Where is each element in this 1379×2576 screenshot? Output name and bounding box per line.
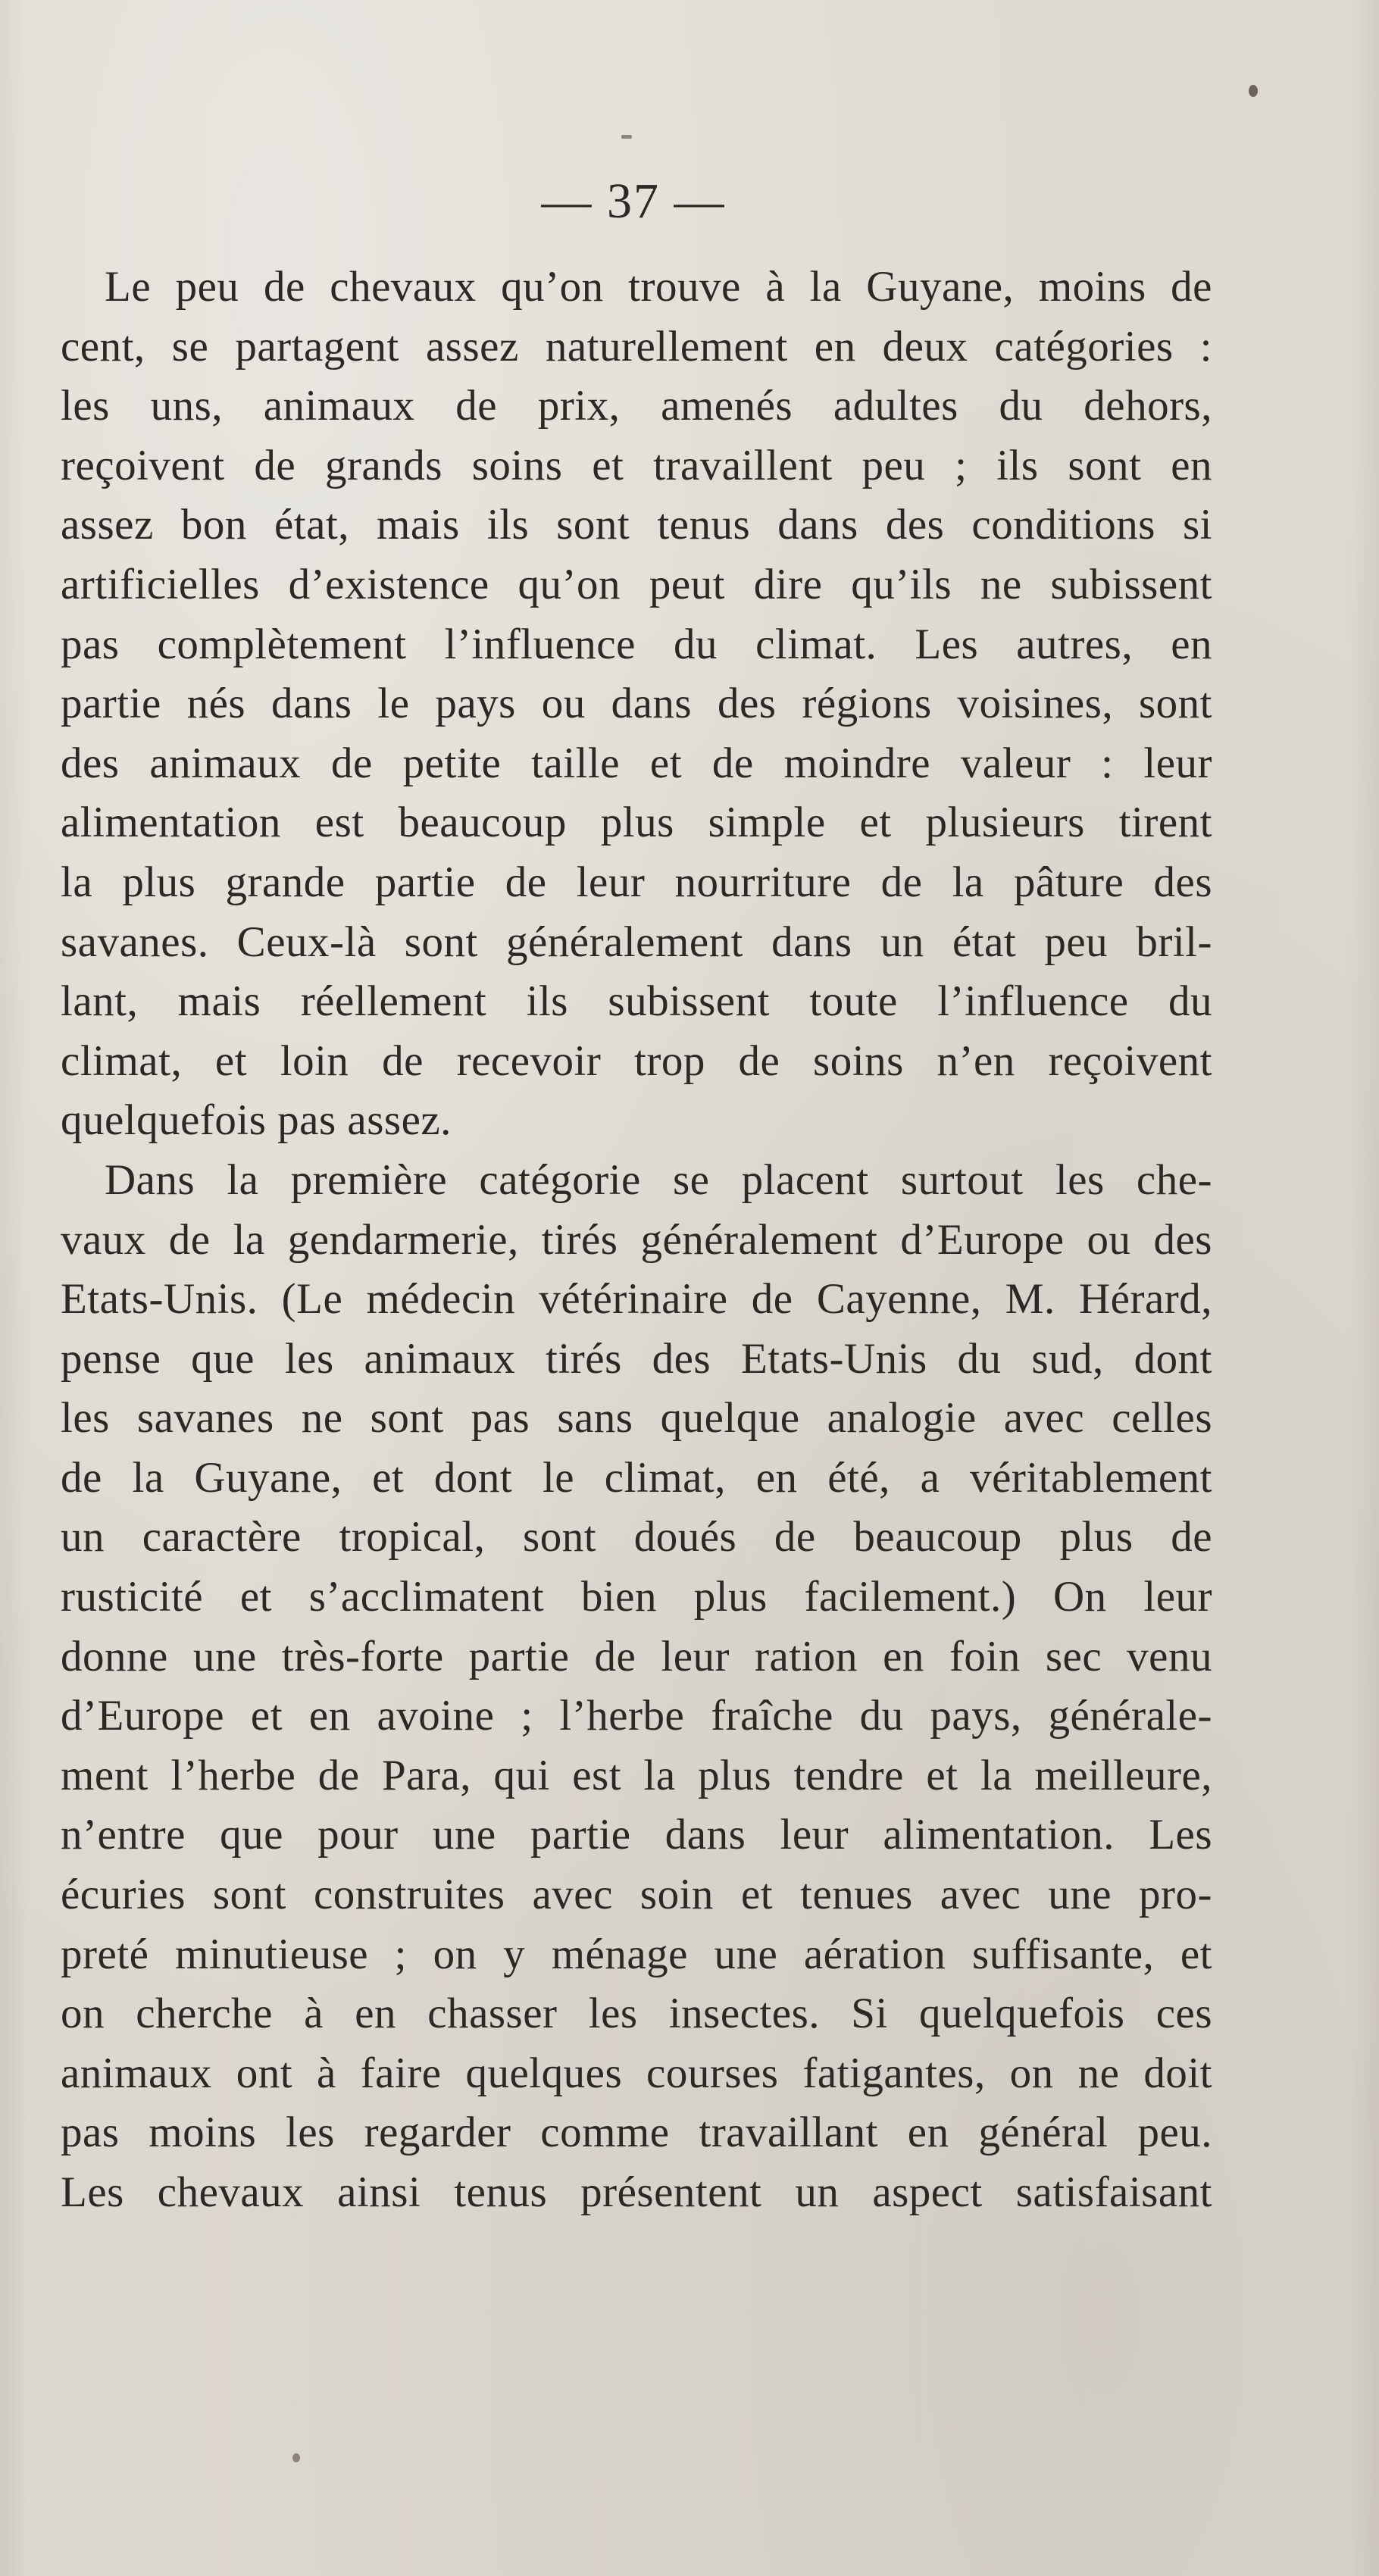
text-line: vaux de la gendarmerie, tirés généralement d’Europe ou des (61, 1215, 1212, 1264)
text-line: cent, se partagent assez naturellement en deux catégories : (61, 322, 1212, 370)
text-line: Le peu de chevaux qu’on trouve à la Guyane, moins de (105, 263, 1212, 311)
page-number: — 37 — (541, 174, 726, 229)
text-line: lant, mais réellement ils subissent toute l’influence du (61, 977, 1212, 1026)
text-line: écuries sont construites avec soin et tenues avec une pro- (61, 1871, 1212, 1919)
text-line: pas moins les regarder comme travaillant en général peu. (61, 2109, 1212, 2157)
text-line: les savanes ne sont pas sans quelque analogie avec celles (61, 1394, 1212, 1443)
text-line: Les chevaux ainsi tenus présentent un aspect satisfaisant (61, 2168, 1212, 2216)
text-line: donne une très-forte partie de leur ration en foin sec venu (61, 1632, 1212, 1680)
text-line: ment l’herbe de Para, qui est la plus tendre et la meilleure, (61, 1751, 1212, 1799)
ink-speck (1249, 85, 1258, 97)
text-line: animaux ont à faire quelques courses fatigantes, on ne doit (61, 2049, 1212, 2097)
text-line: un caractère tropical, sont doués de beaucoup plus de (61, 1513, 1212, 1562)
text-line: des animaux de petite taille et de moindre valeur : leur (61, 739, 1212, 787)
text-line: artificielles d’existence qu’on peut dire qu’ils ne subissent (61, 560, 1212, 608)
text-line: assez bon état, mais ils sont tenus dans des conditions si (61, 501, 1212, 549)
ink-speck (292, 2453, 300, 2462)
text-line: pas complètement l’influence du climat. Les autres, en (61, 620, 1212, 668)
text-line: on cherche à en chasser les insectes. Si quelquefois ces (61, 1990, 1212, 2038)
text-line: climat, et loin de recevoir trop de soins n’en reçoivent (61, 1036, 1212, 1085)
text-line: la plus grande partie de leur nourriture de la pâture des (61, 858, 1212, 906)
body-text (61, 258, 1212, 2223)
paragraph-1 (61, 258, 1212, 1151)
text-line: reçoivent de grands soins et travaillent peu ; ils sont en (61, 441, 1212, 489)
text-line: partie nés dans le pays ou dans des régions voisines, sont (61, 680, 1212, 728)
text-line: Dans la première catégorie se placent surtout les che- (105, 1155, 1212, 1204)
text-line: alimentation est beaucoup plus simple et plusieurs tirent (61, 799, 1212, 847)
text-line: savanes. Ceux-là sont généralement dans un état peu bril- (61, 918, 1212, 966)
ink-speck (621, 135, 632, 139)
text-line: les uns, animaux de prix, amenés adultes du dehors, (61, 382, 1212, 430)
text-line: Etats-Unis. (Le médecin vétérinaire de Cayenne, M. Hérard, (61, 1275, 1212, 1324)
text-line: d’Europe et en avoine ; l’herbe fraîche du pays, générale- (61, 1692, 1212, 1740)
paragraph-2 (61, 1151, 1212, 2223)
text-line: pense que les animaux tirés des Etats-Unis du sud, dont (61, 1334, 1212, 1383)
text-line: de la Guyane, et dont le climat, en été, a véritablement (61, 1453, 1212, 1502)
text-line: rusticité et s’acclimatent bien plus facilement.) On leur (61, 1573, 1212, 1621)
text-line: preté minutieuse ; on y ménage une aération suffisante, et (61, 1930, 1212, 1978)
text-line: quelquefois pas assez. (61, 1096, 452, 1145)
text-line: n’entre que pour une partie dans leur alimentation. Les (61, 1811, 1212, 1859)
